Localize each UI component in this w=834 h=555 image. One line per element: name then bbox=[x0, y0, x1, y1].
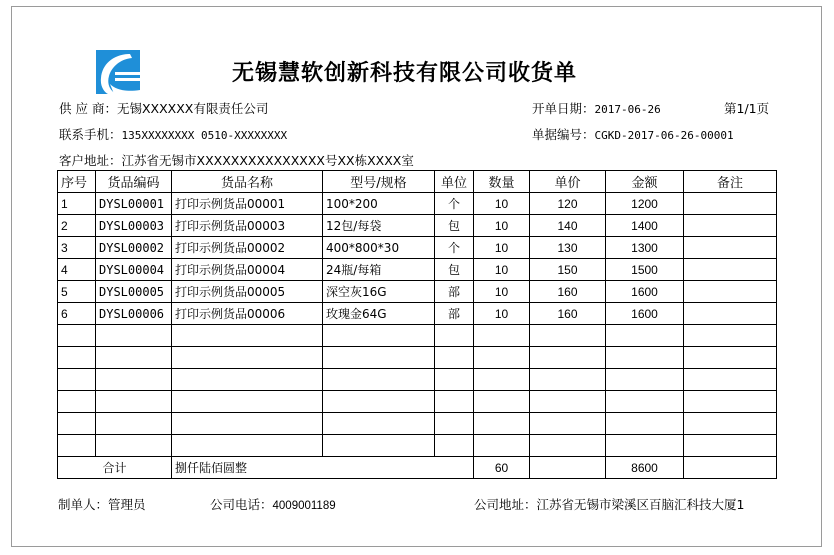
cell-code: DYSL00005 bbox=[96, 281, 172, 303]
cell-quantity: 10 bbox=[474, 303, 530, 325]
cell-remark bbox=[684, 281, 777, 303]
totals-amount-in-words: 捌仟陆佰圆整 bbox=[172, 457, 474, 479]
col-header-quantity: 数量 bbox=[474, 171, 530, 193]
cell-quantity: 10 bbox=[474, 215, 530, 237]
col-header-name: 货品名称 bbox=[172, 171, 323, 193]
goods-receipt-table bbox=[57, 170, 777, 479]
cell-spec: 玫瑰金64G bbox=[323, 303, 435, 325]
cell-unit: 包 bbox=[435, 215, 474, 237]
cell-index: 1 bbox=[58, 193, 96, 215]
cell-unit: 部 bbox=[435, 303, 474, 325]
cell-unit: 个 bbox=[435, 193, 474, 215]
cell-unit-price: 120 bbox=[530, 193, 606, 215]
cell-amount: 1400 bbox=[606, 215, 684, 237]
cell-name: 打印示例货品00006 bbox=[172, 303, 323, 325]
cell-code: DYSL00001 bbox=[96, 193, 172, 215]
cell-index: 4 bbox=[58, 259, 96, 281]
cell-remark bbox=[684, 237, 777, 259]
cell-spec: 100*200 bbox=[323, 193, 435, 215]
totals-label: 合计 bbox=[58, 457, 172, 479]
empty-row bbox=[58, 369, 777, 391]
cell-amount: 1500 bbox=[606, 259, 684, 281]
col-header-amount: 金额 bbox=[606, 171, 684, 193]
issue-date-value: 2017-06-26 bbox=[594, 103, 661, 116]
table-row bbox=[58, 215, 777, 237]
cell-index: 6 bbox=[58, 303, 96, 325]
cell-unit-price: 160 bbox=[530, 303, 606, 325]
cell-code: DYSL00003 bbox=[96, 215, 172, 237]
cell-spec: 400*800*30 bbox=[323, 237, 435, 259]
cell-name: 打印示例货品00005 bbox=[172, 281, 323, 303]
cell-remark bbox=[684, 215, 777, 237]
cell-name: 打印示例货品00004 bbox=[172, 259, 323, 281]
cell-remark bbox=[684, 259, 777, 281]
cell-code: DYSL00006 bbox=[96, 303, 172, 325]
company-address-value: 江苏省无锡市梁溪区百脑汇科技大厦1 bbox=[536, 497, 745, 512]
document-number-value: CGKD-2017-06-26-00001 bbox=[594, 129, 734, 142]
issue-date-field bbox=[532, 99, 661, 117]
company-logo-icon bbox=[96, 50, 140, 94]
col-header-spec: 型号/规格 bbox=[323, 171, 435, 193]
cell-unit-price: 160 bbox=[530, 281, 606, 303]
cell-unit: 部 bbox=[435, 281, 474, 303]
creator-value: 管理员 bbox=[108, 497, 146, 512]
company-address-label: 公司地址： bbox=[474, 497, 537, 512]
cell-unit: 包 bbox=[435, 259, 474, 281]
cell-quantity: 10 bbox=[474, 193, 530, 215]
col-header-index: 序号 bbox=[58, 171, 96, 193]
logo-swoosh-icon bbox=[96, 50, 140, 94]
supplier-label: 供 应 商： bbox=[59, 101, 117, 116]
totals-unit-price bbox=[530, 457, 606, 479]
cell-index: 2 bbox=[58, 215, 96, 237]
cell-code: DYSL00002 bbox=[96, 237, 172, 259]
document-title: 无锡慧软创新科技有限公司收货单 bbox=[232, 60, 578, 86]
cell-name: 打印示例货品00002 bbox=[172, 237, 323, 259]
document-number-label: 单据编号： bbox=[532, 127, 595, 142]
cell-unit-price: 130 bbox=[530, 237, 606, 259]
supplier-field bbox=[59, 99, 268, 117]
cell-unit-price: 140 bbox=[530, 215, 606, 237]
customer-address-field bbox=[59, 151, 414, 169]
cell-name: 打印示例货品00001 bbox=[172, 193, 323, 215]
cell-index: 5 bbox=[58, 281, 96, 303]
cell-unit-price: 150 bbox=[530, 259, 606, 281]
phone-label: 联系手机： bbox=[59, 127, 122, 142]
customer-address-value: 江苏省无锡市XXXXXXXXXXXXXXX号XX栋XXXX室 bbox=[121, 153, 414, 168]
cell-code: DYSL00004 bbox=[96, 259, 172, 281]
cell-amount: 1600 bbox=[606, 281, 684, 303]
empty-row bbox=[58, 325, 777, 347]
supplier-value: 无锡XXXXXX有限责任公司 bbox=[116, 101, 269, 116]
cell-amount: 1200 bbox=[606, 193, 684, 215]
company-phone-field bbox=[210, 495, 336, 513]
col-header-remark: 备注 bbox=[684, 171, 777, 193]
totals-amount: 8600 bbox=[606, 457, 684, 479]
cell-quantity: 10 bbox=[474, 281, 530, 303]
customer-address-label: 客户地址： bbox=[59, 153, 122, 168]
company-address-field bbox=[474, 495, 744, 513]
phone-value: 135XXXXXXXX 0510-XXXXXXXX bbox=[121, 129, 288, 142]
cell-spec: 深空灰16G bbox=[323, 281, 435, 303]
table-row bbox=[58, 193, 777, 215]
company-phone-value: 4009001189 bbox=[272, 500, 336, 512]
table-row bbox=[58, 237, 777, 259]
totals-quantity: 60 bbox=[474, 457, 530, 479]
col-header-unit-price: 单价 bbox=[530, 171, 606, 193]
cell-amount: 1600 bbox=[606, 303, 684, 325]
empty-row bbox=[58, 391, 777, 413]
col-header-code: 货品编码 bbox=[96, 171, 172, 193]
table-header-row bbox=[58, 171, 777, 193]
cell-spec: 24瓶/每箱 bbox=[323, 259, 435, 281]
table-row bbox=[58, 259, 777, 281]
cell-remark bbox=[684, 303, 777, 325]
totals-remark bbox=[684, 457, 777, 479]
document-number-field bbox=[532, 125, 734, 143]
company-phone-label: 公司电话： bbox=[210, 497, 273, 512]
cell-unit: 个 bbox=[435, 237, 474, 259]
page-indicator: 第1/1页 bbox=[724, 101, 770, 116]
phone-field bbox=[59, 125, 287, 143]
cell-name: 打印示例货品00003 bbox=[172, 215, 323, 237]
issue-date-label: 开单日期： bbox=[532, 101, 595, 116]
cell-quantity: 10 bbox=[474, 259, 530, 281]
cell-amount: 1300 bbox=[606, 237, 684, 259]
col-header-unit: 单位 bbox=[435, 171, 474, 193]
table-row bbox=[58, 303, 777, 325]
cell-spec: 12包/每袋 bbox=[323, 215, 435, 237]
totals-row bbox=[58, 457, 777, 479]
cell-remark bbox=[684, 193, 777, 215]
table-row bbox=[58, 281, 777, 303]
empty-row bbox=[58, 413, 777, 435]
creator-field bbox=[58, 495, 146, 513]
empty-row bbox=[58, 347, 777, 369]
creator-label: 制单人： bbox=[58, 497, 109, 512]
cell-quantity: 10 bbox=[474, 237, 530, 259]
empty-row bbox=[58, 435, 777, 457]
cell-index: 3 bbox=[58, 237, 96, 259]
